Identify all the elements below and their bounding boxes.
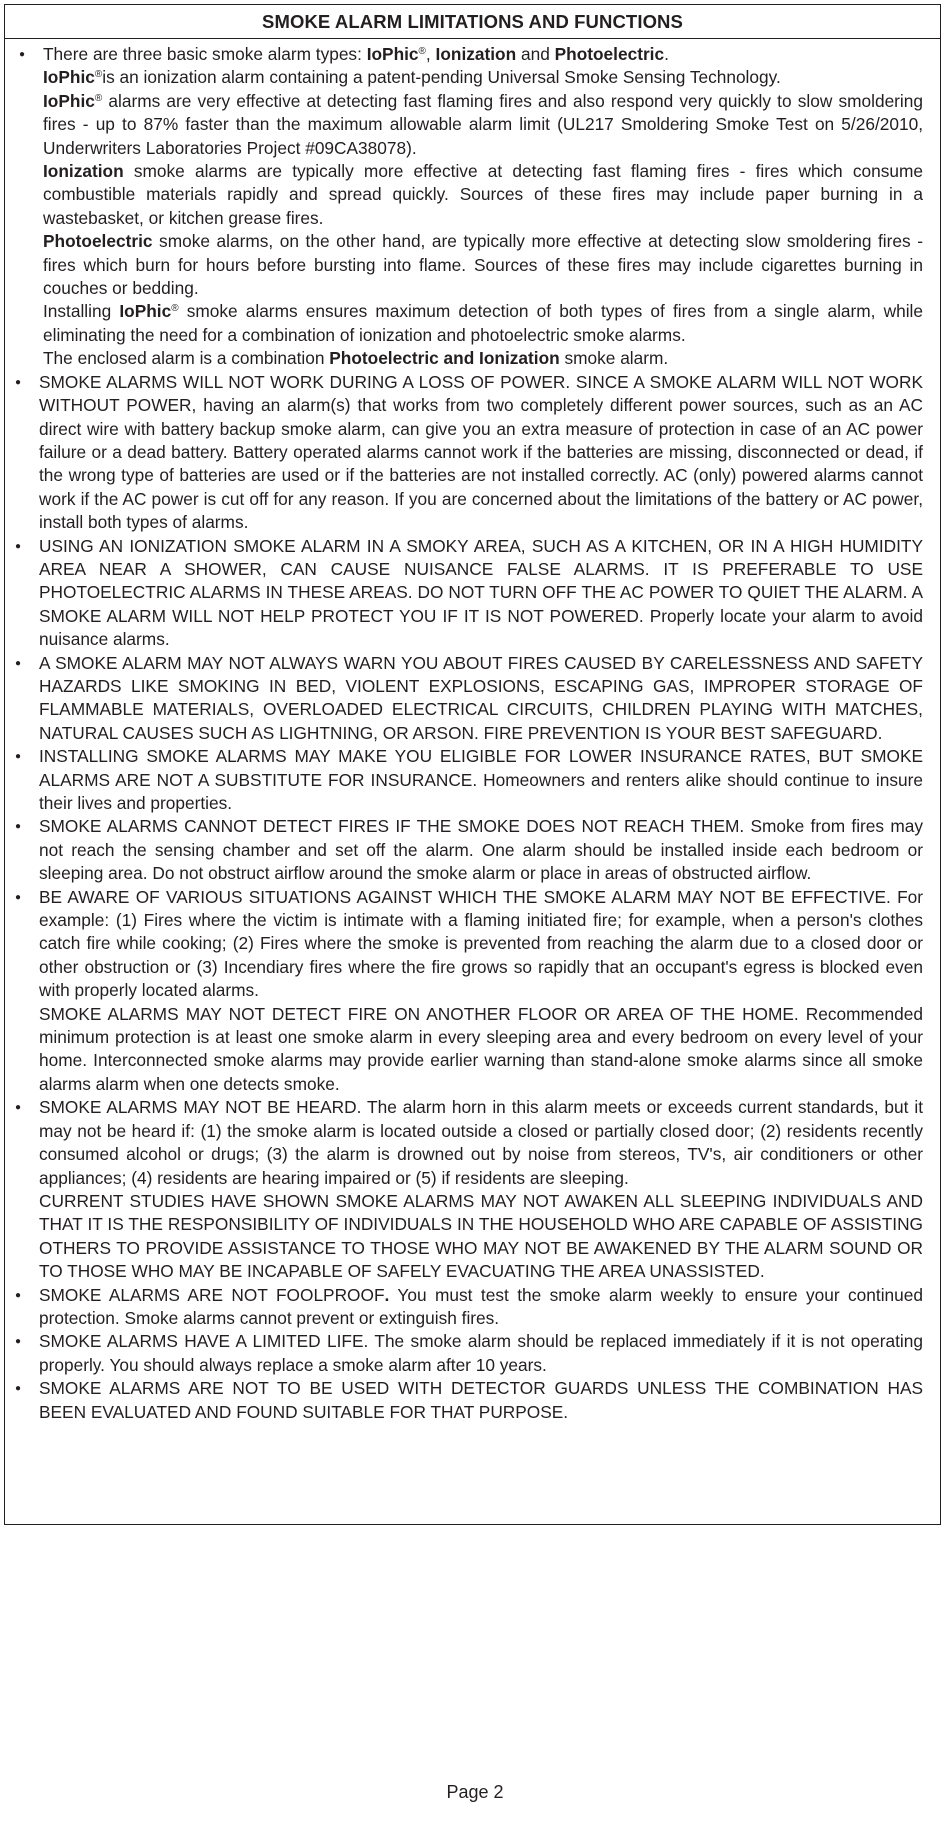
bullet-smoke-reach: ● SMOKE ALARMS CANNOT DETECT FIRES IF THE SMOKE DOES NOT REACH THEM. Smoke from fires may not reach the sensing chamber and set off the alarm. One alarm should be installed inside each bedroom or sleeping area. Do not obstruct airflow around the smoke alarm or place in areas of obstructed airflow. xyxy=(39,815,923,885)
text: smoke alarm. xyxy=(559,348,669,369)
intro-iophic-effectiveness xyxy=(39,90,923,160)
bullet-insurance: ● INSTALLING SMOKE ALARMS MAY MAKE YOU ELIGIBLE FOR LOWER INSURANCE RATES, BUT SMOKE ALARMS ARE NOT A SUBSTITUTE FOR INSURANCE. Homeowners and renters alike should continue to insure their lives and properties. xyxy=(39,745,923,815)
page-number: Page 2 xyxy=(446,1782,504,1802)
continuation-sleeping: CURRENT STUDIES HAVE SHOWN SMOKE ALARMS MAY NOT AWAKEN ALL SLEEPING INDIVIDUALS AND THAT IT IS THE RESPONSIBILITY OF INDIVIDUALS IN THE HOUSEHOLD WHO ARE CAPABLE OF ASSISTING OTHERS TO PROVIDE ASSISTANCE TO THOSE WHO MAY NOT BE AWAKENED BY THE ALARM SOUND OR TO THOSE WHO MAY BE INCAPABLE OF SAFELY EVACUATING THE AREA UNASSISTED. xyxy=(39,1190,923,1282)
brand-name: IoPhic xyxy=(366,44,419,64)
intro-types xyxy=(39,43,923,66)
term-photoelectric: Photoelectric xyxy=(554,44,665,64)
bullet-detector-guards: ● SMOKE ALARMS ARE NOT TO BE USED WITH DETECTOR GUARDS UNLESS THE COMBINATION HAS BEEN EVALUATED AND FOUND SUITABLE FOR THAT PURPOSE. xyxy=(39,1377,923,1424)
bullet-situations: ● BE AWARE OF VARIOUS SITUATIONS AGAINST WHICH THE SMOKE ALARM MAY NOT BE EFFECTIVE. For example: (1) Fires where the victim is intimate with a flaming initiated fire; for example, when a person's clothes catch fire while cooking; (2) Fires where the smoke is prevented from reaching the alarm due to a closed door or other obstruction or (3) Incendiary fires where the fire grows so rapidly that an occupant's egress is blocked even with properly located alarms. xyxy=(39,886,923,1003)
registered-mark: ® xyxy=(171,303,179,315)
text: The enclosed alarm is a combination xyxy=(43,348,330,369)
term-ionization: Ionization xyxy=(43,161,124,182)
text: smoke alarms are typically more effective at detecting fast flaming fires - fires which consume combustible materials rapidly and spread quickly. Sources of these fires may include paper burning in a wastebasket, or kitchen grease fires. xyxy=(43,161,923,228)
title-bar xyxy=(5,5,940,39)
bullet-power-loss: ● SMOKE ALARMS WILL NOT WORK DURING A LOSS OF POWER. SINCE A SMOKE ALARM WILL NOT WORK WITHOUT POWER, having an alarm(s) that works from two completely different power sources, such as an AC direct wire with battery backup smoke alarm, can give you an extra measure of protection in case of an AC power failure or a dead battery. Battery operated alarms cannot work if the batteries are missing, disconnected or dead, if the wrong type of batteries are used or if the batteries are not installed correctly. AC (only) powered alarms cannot work if the AC power is cut off for any reason. If you are concerned about the limitations of the battery or AC power, install both types of alarms. xyxy=(39,371,923,535)
bullet-limited-life: ● SMOKE ALARMS HAVE A LIMITED LIFE. The smoke alarm should be replaced immediately if it is not operating properly. You should always replace a smoke alarm after 10 years. xyxy=(39,1330,923,1377)
page-title: SMOKE ALARM LIMITATIONS AND FUNCTIONS xyxy=(262,10,683,32)
intro-enclosed-alarm xyxy=(39,347,923,370)
registered-mark: ® xyxy=(418,46,426,57)
text: is an ionization alarm containing a patent-pending Universal Smoke Sensing Technology. xyxy=(102,67,781,88)
text: smoke alarms ensures maximum detection of both types of fires from a single alarm, while eliminating the need for a combination of ionization and photoelectric smoke alarms. xyxy=(43,301,923,345)
bullet-foolproof xyxy=(39,1284,923,1331)
intro-ionization xyxy=(39,160,923,230)
continuation-other-floor: SMOKE ALARMS MAY NOT DETECT FIRE ON ANOTHER FLOOR OR AREA OF THE HOME. Recommended minimum protection is at least one smoke alarm in every sleeping area and every bedroom on every level of your home. Interconnected smoke alarms may provide earlier warning than stand-alone smoke alarms since all smoke alarms alarm when one detects smoke. xyxy=(39,1003,923,1094)
text: There are three basic smoke alarm types: xyxy=(43,44,367,64)
brand-name: IoPhic xyxy=(119,301,172,322)
alarm-type: Photoelectric and Ionization xyxy=(329,348,560,369)
text: You must test the smoke alarm weekly to ensure your continued protection. Smoke alarms cannot prevent or extinguish fires. xyxy=(39,1284,923,1328)
text: , xyxy=(425,44,436,64)
registered-mark: ® xyxy=(94,69,103,81)
text: smoke alarms, on the other hand, are typically more effective at detecting slow smoldering fires - fires which burn for hours before bursting into flame. Sources of these fires may include cigarettes burning in couches or bedding. xyxy=(43,231,923,299)
brand-name: IoPhic xyxy=(43,90,95,111)
text: SMOKE ALARMS ARE NOT FOOLPROOF xyxy=(39,1284,385,1305)
term-ionization: Ionization xyxy=(435,44,517,64)
term-photoelectric: Photoelectric xyxy=(43,231,153,252)
intro-installing xyxy=(39,300,923,347)
intro-photoelectric xyxy=(39,230,923,300)
text: Installing xyxy=(43,301,120,322)
intro-iophic-definition xyxy=(39,66,923,89)
brand-name: IoPhic xyxy=(43,67,95,88)
bullet-nuisance-alarms: ● USING AN IONIZATION SMOKE ALARM IN A SMOKY AREA, SUCH AS A KITCHEN, OR IN A HIGH HUMIDITY AREA NEAR A SHOWER, CAN CAUSE NUISANCE FALSE ALARMS. IT IS PREFERABLE TO USE PHOTOELECTRIC ALARMS IN THESE AREAS. DO NOT TURN OFF THE AC POWER TO QUIET THE ALARM. A SMOKE ALARM WILL NOT HELP PROTECT YOU IF IT IS NOT POWERED. Properly locate your alarm to avoid nuisance alarms. xyxy=(39,535,923,652)
registered-mark: ® xyxy=(94,92,103,104)
content xyxy=(5,43,940,1424)
text: alarms are very effective at detecting fast flaming fires and also respond very quickly to slow smoldering fires - up to 87% faster than the maximum allowable alarm limit (UL217 Smoldering Smoke Test on 5/26/2010, Underwriters Laboratories Project #09CA38078). xyxy=(43,90,923,158)
bullet-not-heard: ● SMOKE ALARMS MAY NOT BE HEARD. The alarm horn in this alarm meets or exceeds current standards, but it may not be heard if: (1) the smoke alarm is located outside a closed or partially closed door; (2) residents recently consumed alcohol or drugs; (3) the alarm is drowned out by noise from stereos, TV's, air conditioners or other appliances; (4) residents are hearing impaired or (5) if residents are sleeping. xyxy=(39,1096,923,1190)
text: . xyxy=(664,44,669,64)
limitations-box xyxy=(4,4,941,1525)
bullet-carelessness: ● A SMOKE ALARM MAY NOT ALWAYS WARN YOU ABOUT FIRES CAUSED BY CARELESSNESS AND SAFETY HAZARDS LIKE SMOKING IN BED, VIOLENT EXPLOSIONS, ESCAPING GAS, IMPROPER STORAGE OF FLAMMABLE MATERIALS, OVERLOADED ELECTRICAL CIRCUITS, CHILDREN PLAYING WITH MATCHES, NATURAL CAUSES SUCH AS LIGHTNING, OR ARSON. FIRE PREVENTION IS YOUR BEST SAFEGUARD. xyxy=(39,652,923,746)
text: and xyxy=(516,44,555,64)
period: . xyxy=(384,1284,390,1305)
